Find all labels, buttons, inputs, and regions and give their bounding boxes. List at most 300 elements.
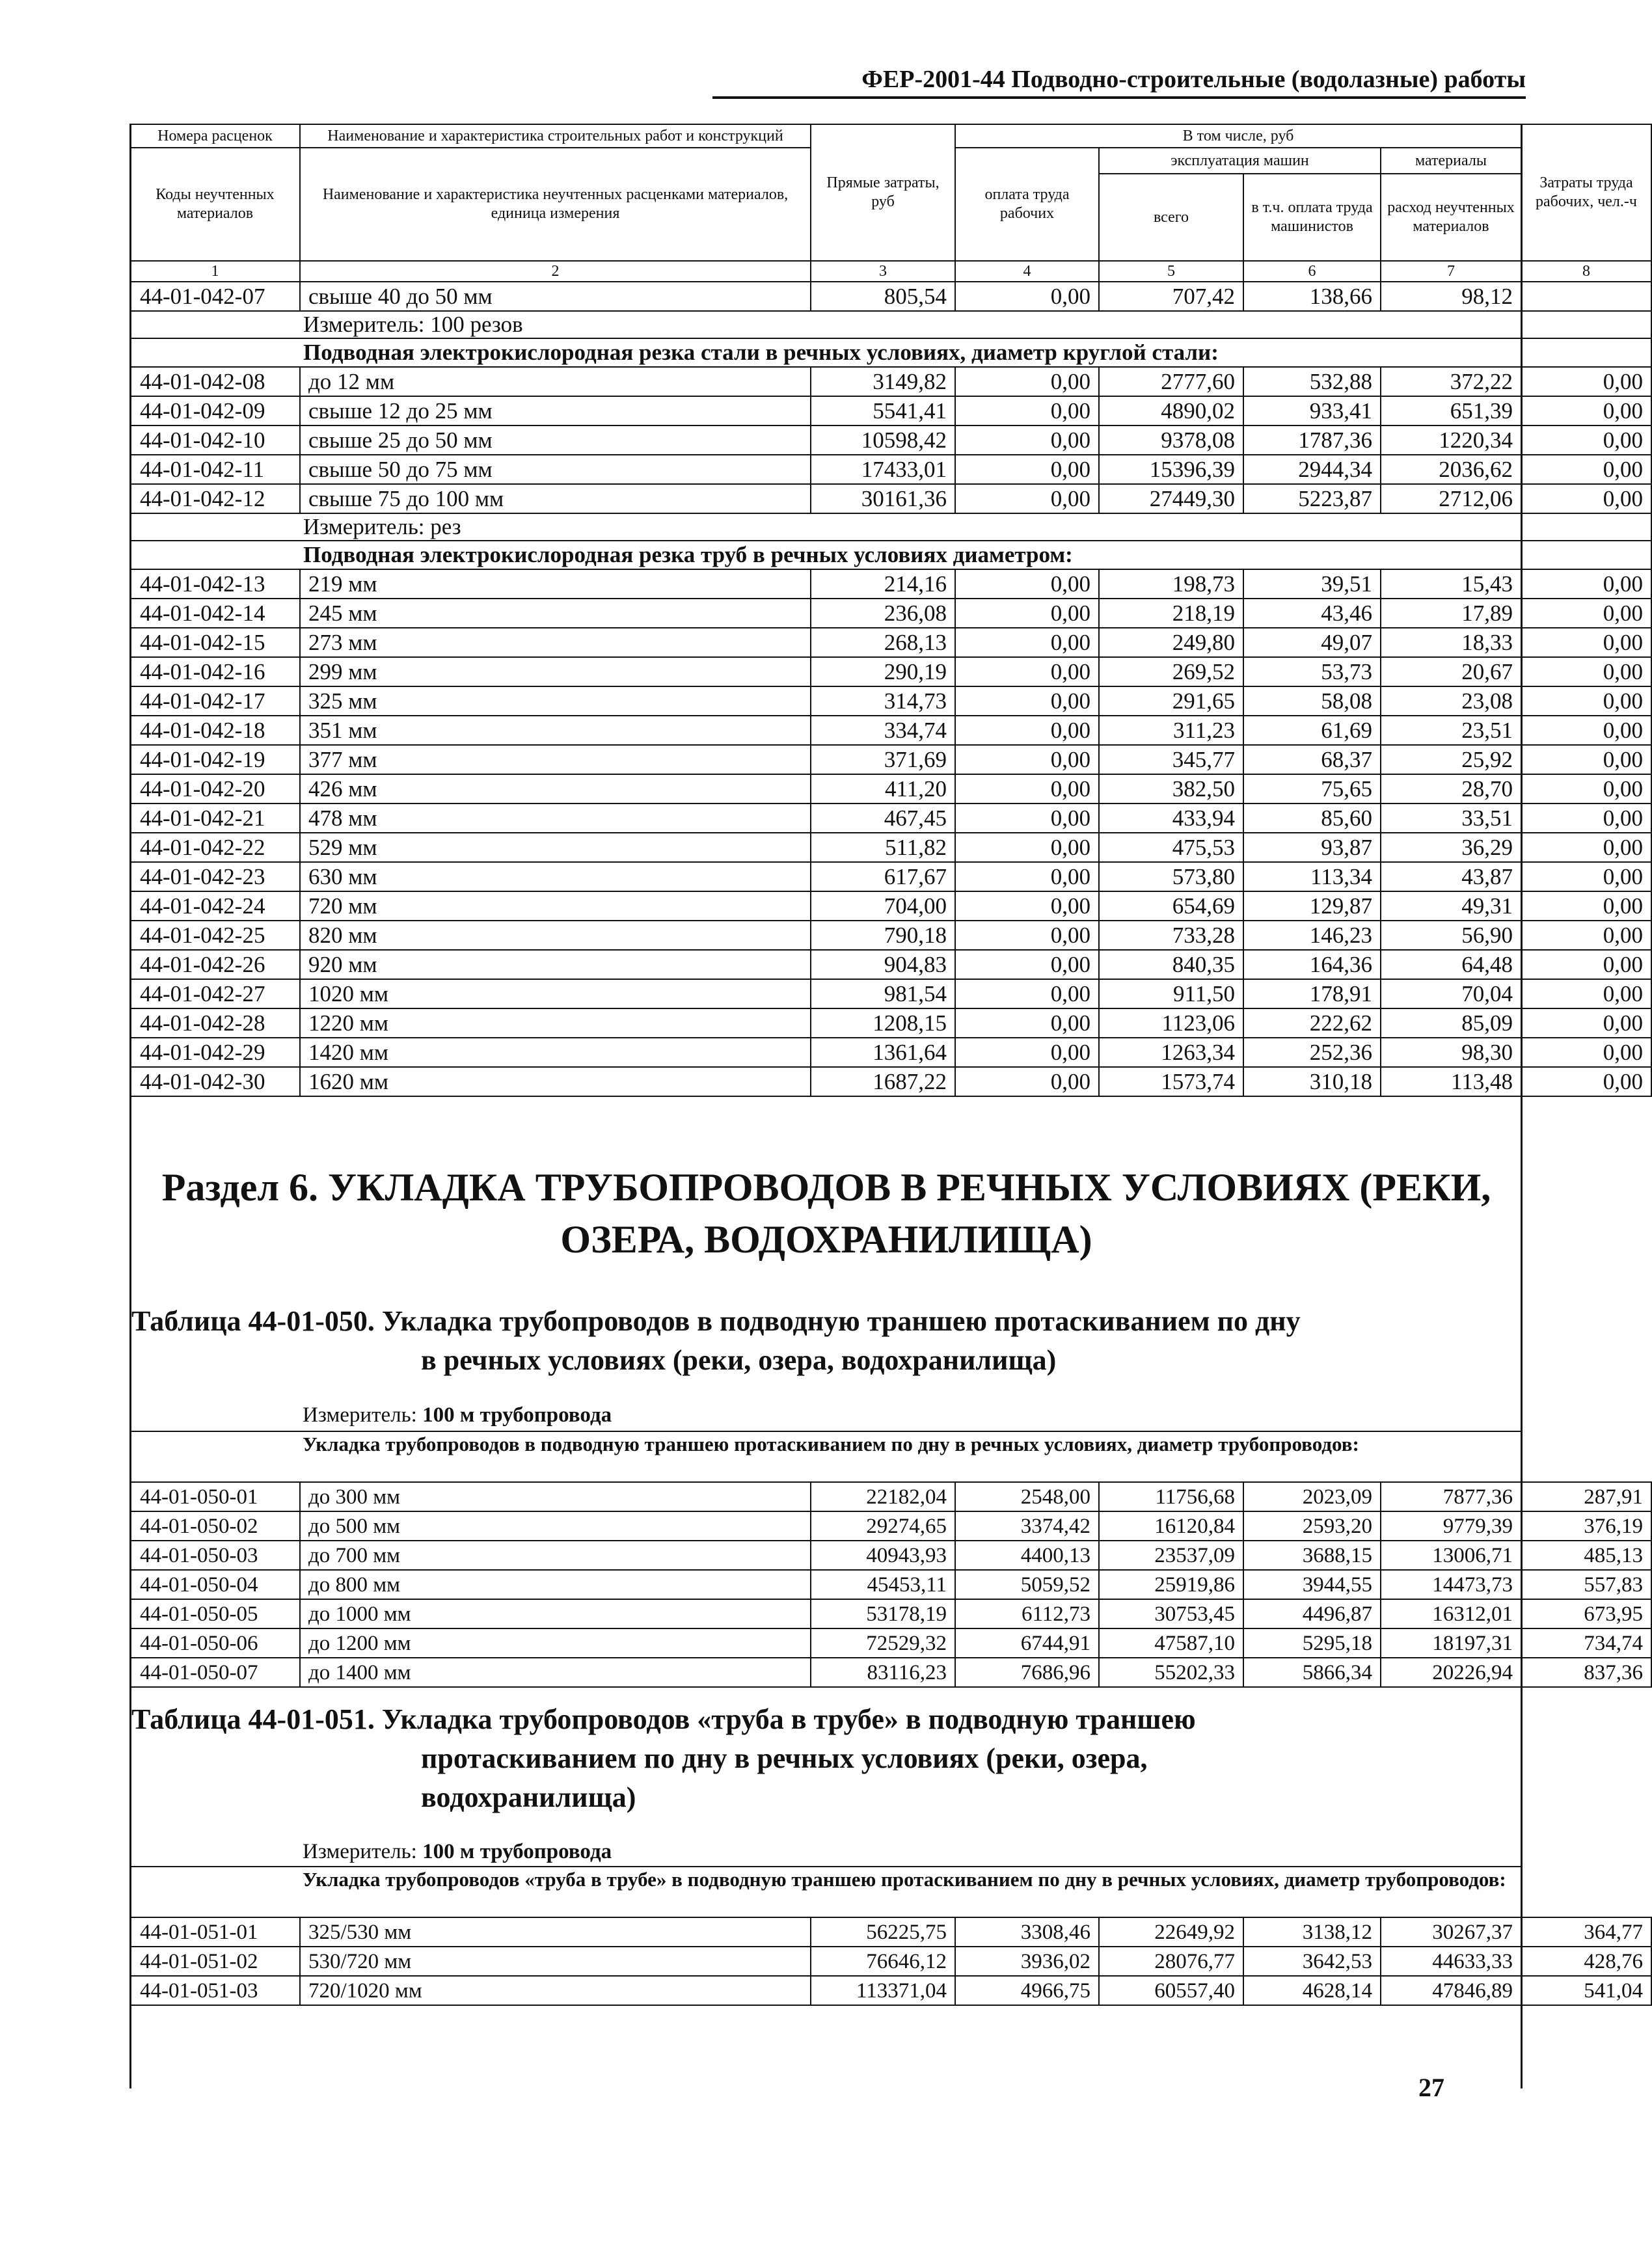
table-row	[130, 950, 1651, 979]
direct-cost: 3149,82	[811, 367, 955, 396]
direct-cost: 314,73	[811, 686, 955, 716]
rate-code: 44-01-051-01	[130, 1917, 300, 1947]
direct-cost: 76646,12	[811, 1947, 955, 1976]
materials: 2036,62	[1381, 455, 1521, 484]
table51-title-lead: Таблица 44-01-051. Укладка трубопроводов «труба в трубе» в подводную траншею	[131, 1703, 1196, 1735]
table-row	[130, 1628, 1651, 1658]
direct-cost: 53178,19	[811, 1599, 955, 1628]
labor-hours: 0,00	[1521, 367, 1651, 396]
labor-hours: 0,00	[1521, 862, 1651, 891]
materials: 2712,06	[1381, 484, 1521, 513]
rate-name: 325/530 мм	[300, 1917, 811, 1947]
materials: 64,48	[1381, 950, 1521, 979]
table51-title-cont2: водохранилища)	[421, 1781, 636, 1813]
materials: 33,51	[1381, 804, 1521, 833]
rate-name: до 800 мм	[300, 1570, 811, 1599]
labor-hours: 364,77	[1521, 1917, 1651, 1947]
table-row	[130, 1008, 1651, 1038]
rate-name: до 1000 мм	[300, 1599, 811, 1628]
materials: 1220,34	[1381, 425, 1521, 455]
labor-hours: 0,00	[1521, 628, 1651, 657]
materials: 14473,73	[1381, 1570, 1521, 1599]
materials: 16312,01	[1381, 1599, 1521, 1628]
materials: 23,51	[1381, 716, 1521, 745]
measure-text: Измеритель: 100 резов	[130, 311, 1651, 338]
materials: 70,04	[1381, 979, 1521, 1008]
table50-title-lead: Таблица 44-01-050. Укладка трубопроводов в подводную траншею протаскиванием по дну	[131, 1305, 1301, 1337]
table-row	[130, 628, 1651, 657]
machines-total: 269,52	[1099, 657, 1243, 686]
machines-labor: 2593,20	[1243, 1511, 1381, 1541]
labor-hours: 0,00	[1521, 979, 1651, 1008]
table-row	[130, 804, 1651, 833]
machines-labor: 933,41	[1243, 396, 1381, 425]
table50-body	[130, 1482, 1651, 1687]
machines-labor: 129,87	[1243, 891, 1381, 921]
labor-hours: 0,00	[1521, 455, 1651, 484]
table-row	[130, 599, 1651, 628]
labor-pay: 0,00	[955, 921, 1099, 950]
machines-labor: 2944,34	[1243, 455, 1381, 484]
table-row	[130, 425, 1651, 455]
labor-pay: 0,00	[955, 367, 1099, 396]
table51-measure	[303, 1839, 612, 1865]
rate-name: 478 мм	[300, 804, 811, 833]
table51-subtitle	[129, 1866, 1521, 1892]
machines-labor: 146,23	[1243, 921, 1381, 950]
measure-row	[130, 311, 1651, 338]
labor-hours: 0,00	[1521, 804, 1651, 833]
machines-labor: 4628,14	[1243, 1976, 1381, 2005]
measure-text: Измеритель: рез	[130, 513, 1651, 541]
measure-label: Измеритель:	[303, 1840, 423, 1863]
machines-total: 249,80	[1099, 628, 1243, 657]
direct-cost: 904,83	[811, 950, 955, 979]
rate-name: свыше 75 до 100 мм	[300, 484, 811, 513]
machines-labor: 75,65	[1243, 774, 1381, 804]
table-row	[130, 1482, 1651, 1511]
machines-labor: 93,87	[1243, 833, 1381, 862]
index-cell: 1	[130, 261, 300, 282]
machines-total: 654,69	[1099, 891, 1243, 921]
rate-name: 1020 мм	[300, 979, 811, 1008]
labor-pay: 0,00	[955, 1038, 1099, 1067]
labor-pay: 0,00	[955, 282, 1099, 311]
direct-cost: 334,74	[811, 716, 955, 745]
direct-cost: 56225,75	[811, 1917, 955, 1947]
table-row	[130, 745, 1651, 774]
machines-labor: 113,34	[1243, 862, 1381, 891]
machines-labor: 138,66	[1243, 282, 1381, 311]
machines-labor: 5223,87	[1243, 484, 1381, 513]
col-name-bottom: Наименование и характеристика неучтенных расценками материалов, единица измерения	[300, 148, 811, 261]
rates-table	[129, 124, 1652, 1097]
labor-pay: 0,00	[955, 569, 1099, 599]
measure-value: 100 м трубопровода	[422, 1840, 612, 1863]
labor-pay: 0,00	[955, 862, 1099, 891]
labor-pay: 0,00	[955, 599, 1099, 628]
machines-total: 55202,33	[1099, 1658, 1243, 1687]
rate-name: 820 мм	[300, 921, 811, 950]
materials: 15,43	[1381, 569, 1521, 599]
rate-code: 44-01-042-22	[130, 833, 300, 862]
machines-total: 9378,08	[1099, 425, 1243, 455]
table-row	[130, 716, 1651, 745]
direct-cost: 1687,22	[811, 1067, 955, 1096]
direct-cost: 214,16	[811, 569, 955, 599]
machines-total: 911,50	[1099, 979, 1243, 1008]
materials: 36,29	[1381, 833, 1521, 862]
machines-labor: 5295,18	[1243, 1628, 1381, 1658]
rate-code: 44-01-042-13	[130, 569, 300, 599]
direct-cost: 805,54	[811, 282, 955, 311]
machines-total: 27449,30	[1099, 484, 1243, 513]
machines-total: 218,19	[1099, 599, 1243, 628]
page-number: 27	[1418, 2073, 1444, 2102]
labor-pay: 0,00	[955, 657, 1099, 686]
machines-labor: 252,36	[1243, 1038, 1381, 1067]
table51	[129, 1917, 1652, 2006]
subtitle-text: Укладка трубопроводов в подводную траншею протаскиванием по дну в речных условиях, диаметр трубопроводов:	[303, 1433, 1359, 1455]
rate-code: 44-01-042-29	[130, 1038, 300, 1067]
table-row	[130, 979, 1651, 1008]
rate-code: 44-01-042-19	[130, 745, 300, 774]
machines-labor: 43,46	[1243, 599, 1381, 628]
rate-name: до 12 мм	[300, 367, 811, 396]
rate-code: 44-01-051-02	[130, 1947, 300, 1976]
direct-cost: 22182,04	[811, 1482, 955, 1511]
materials: 25,92	[1381, 745, 1521, 774]
rate-code: 44-01-050-04	[130, 1570, 300, 1599]
rate-name: до 1400 мм	[300, 1658, 811, 1687]
labor-hours: 0,00	[1521, 1038, 1651, 1067]
table-row	[130, 1541, 1651, 1570]
direct-cost: 1361,64	[811, 1038, 955, 1067]
index-cell: 7	[1381, 261, 1521, 282]
materials: 43,87	[1381, 862, 1521, 891]
machines-labor: 1787,36	[1243, 425, 1381, 455]
labor-hours: 485,13	[1521, 1541, 1651, 1570]
materials: 44633,33	[1381, 1947, 1521, 1976]
group-title: Подводная электрокислородная резка стали в речных условиях, диаметр круглой стали:	[130, 338, 1651, 367]
labor-pay: 0,00	[955, 979, 1099, 1008]
rate-name: свыше 40 до 50 мм	[300, 282, 811, 311]
group-title: Подводная электрокислородная резка труб в речных условиях диаметром:	[130, 541, 1651, 569]
direct-cost: 83116,23	[811, 1658, 955, 1687]
machines-labor: 58,08	[1243, 686, 1381, 716]
rate-name: до 500 мм	[300, 1511, 811, 1541]
labor-hours	[1521, 282, 1651, 311]
group-title-row	[130, 338, 1651, 367]
table-row	[130, 774, 1651, 804]
labor-pay: 0,00	[955, 745, 1099, 774]
rate-code: 44-01-050-03	[130, 1541, 300, 1570]
labor-hours: 428,76	[1521, 1947, 1651, 1976]
materials: 7877,36	[1381, 1482, 1521, 1511]
rate-name: свыше 12 до 25 мм	[300, 396, 811, 425]
labor-hours: 837,36	[1521, 1658, 1651, 1687]
col-materials-consumption: расход неучтенных материалов	[1381, 174, 1521, 261]
col-materials: материалы	[1381, 148, 1521, 174]
labor-hours: 0,00	[1521, 569, 1651, 599]
materials: 18197,31	[1381, 1628, 1521, 1658]
machines-total: 4890,02	[1099, 396, 1243, 425]
materials: 13006,71	[1381, 1541, 1521, 1570]
direct-cost: 371,69	[811, 745, 955, 774]
table-row	[130, 833, 1651, 862]
direct-cost: 17433,01	[811, 455, 955, 484]
rate-code: 44-01-042-14	[130, 599, 300, 628]
direct-cost: 113371,04	[811, 1976, 955, 2005]
measure-value: 100 м трубопровода	[422, 1403, 612, 1427]
direct-cost: 30161,36	[811, 484, 955, 513]
labor-hours: 0,00	[1521, 745, 1651, 774]
direct-cost: 411,20	[811, 774, 955, 804]
materials: 372,22	[1381, 367, 1521, 396]
machines-labor: 532,88	[1243, 367, 1381, 396]
labor-pay: 3308,46	[955, 1917, 1099, 1947]
machines-labor: 164,36	[1243, 950, 1381, 979]
rate-name: 1620 мм	[300, 1067, 811, 1096]
rate-name: 219 мм	[300, 569, 811, 599]
labor-pay: 6744,91	[955, 1628, 1099, 1658]
rate-name: 325 мм	[300, 686, 811, 716]
machines-total: 60557,40	[1099, 1976, 1243, 2005]
materials: 17,89	[1381, 599, 1521, 628]
table-row	[130, 396, 1651, 425]
materials: 98,30	[1381, 1038, 1521, 1067]
index-cell: 4	[955, 261, 1099, 282]
labor-pay: 3936,02	[955, 1947, 1099, 1976]
col-machines: эксплуатация машин	[1099, 148, 1381, 174]
direct-cost: 790,18	[811, 921, 955, 950]
direct-cost: 511,82	[811, 833, 955, 862]
materials: 20,67	[1381, 657, 1521, 686]
labor-pay: 0,00	[955, 716, 1099, 745]
machines-total: 707,42	[1099, 282, 1243, 311]
direct-cost: 72529,32	[811, 1628, 955, 1658]
labor-pay: 0,00	[955, 484, 1099, 513]
labor-hours: 0,00	[1521, 921, 1651, 950]
rate-name: 1420 мм	[300, 1038, 811, 1067]
machines-labor: 68,37	[1243, 745, 1381, 774]
materials: 113,48	[1381, 1067, 1521, 1096]
rate-code: 44-01-042-12	[130, 484, 300, 513]
rate-code: 44-01-051-03	[130, 1976, 300, 2005]
machines-total: 733,28	[1099, 921, 1243, 950]
materials: 49,31	[1381, 891, 1521, 921]
measure-label: Измеритель:	[303, 1403, 423, 1427]
machines-total: 2777,60	[1099, 367, 1243, 396]
col-direct-costs: Прямые затраты, руб	[811, 124, 955, 261]
materials: 98,12	[1381, 282, 1521, 311]
labor-pay: 0,00	[955, 833, 1099, 862]
rate-name: до 1200 мм	[300, 1628, 811, 1658]
rate-code: 44-01-050-02	[130, 1511, 300, 1541]
materials: 56,90	[1381, 921, 1521, 950]
machines-labor: 61,69	[1243, 716, 1381, 745]
table-row	[130, 282, 1651, 311]
rate-code: 44-01-042-24	[130, 891, 300, 921]
machines-labor: 3688,15	[1243, 1541, 1381, 1570]
table-row	[130, 1038, 1651, 1067]
machines-total: 198,73	[1099, 569, 1243, 599]
labor-hours: 0,00	[1521, 716, 1651, 745]
labor-pay: 2548,00	[955, 1482, 1099, 1511]
machines-total: 433,94	[1099, 804, 1243, 833]
direct-cost: 1208,15	[811, 1008, 955, 1038]
labor-pay: 0,00	[955, 950, 1099, 979]
machines-total: 1263,34	[1099, 1038, 1243, 1067]
rate-code: 44-01-042-21	[130, 804, 300, 833]
machines-labor: 4496,87	[1243, 1599, 1381, 1628]
section-title: Раздел 6. УКЛАДКА ТРУБОПРОВОДОВ В РЕЧНЫХ УСЛОВИЯХ (РЕКИ, ОЗЕРА, ВОДОХРАНИЛИЩА)	[161, 1166, 1491, 1261]
labor-pay: 0,00	[955, 804, 1099, 833]
machines-total: 311,23	[1099, 716, 1243, 745]
labor-pay: 0,00	[955, 686, 1099, 716]
labor-hours: 0,00	[1521, 425, 1651, 455]
table-row	[130, 367, 1651, 396]
direct-cost: 981,54	[811, 979, 955, 1008]
machines-total: 11756,68	[1099, 1482, 1243, 1511]
table50	[129, 1481, 1652, 1688]
materials: 9779,39	[1381, 1511, 1521, 1541]
labor-hours: 0,00	[1521, 950, 1651, 979]
labor-hours: 0,00	[1521, 1067, 1651, 1096]
machines-total: 573,80	[1099, 862, 1243, 891]
col-machines-labor: в т.ч. оплата труда машинистов	[1243, 174, 1381, 261]
machines-total: 23537,09	[1099, 1541, 1243, 1570]
index-cell: 6	[1243, 261, 1381, 282]
rate-code: 44-01-042-08	[130, 367, 300, 396]
col-including: В том числе, руб	[955, 124, 1521, 148]
rate-code: 44-01-042-30	[130, 1067, 300, 1096]
rate-code: 44-01-042-25	[130, 921, 300, 950]
table-row	[130, 1570, 1651, 1599]
machines-labor: 178,91	[1243, 979, 1381, 1008]
direct-cost: 236,08	[811, 599, 955, 628]
machines-total: 840,35	[1099, 950, 1243, 979]
direct-cost: 290,19	[811, 657, 955, 686]
machines-total: 1123,06	[1099, 1008, 1243, 1038]
rate-code: 44-01-042-09	[130, 396, 300, 425]
labor-pay: 4966,75	[955, 1976, 1099, 2005]
rate-code: 44-01-042-07	[130, 282, 300, 311]
direct-cost: 29274,65	[811, 1511, 955, 1541]
direct-cost: 467,45	[811, 804, 955, 833]
rate-code: 44-01-050-01	[130, 1482, 300, 1511]
labor-pay: 0,00	[955, 891, 1099, 921]
rate-code: 44-01-042-17	[130, 686, 300, 716]
table51-title	[131, 1700, 1521, 1817]
rate-name: 920 мм	[300, 950, 811, 979]
rate-code: 44-01-042-16	[130, 657, 300, 686]
table50-subtitle	[129, 1431, 1521, 1457]
machines-labor: 85,60	[1243, 804, 1381, 833]
rate-code: 44-01-050-07	[130, 1658, 300, 1687]
machines-labor: 3138,12	[1243, 1917, 1381, 1947]
table-row	[130, 1067, 1651, 1096]
index-cell: 2	[300, 261, 811, 282]
table50-title-cont: в речных условиях (реки, озера, водохранилища)	[421, 1344, 1057, 1376]
machines-total: 47587,10	[1099, 1628, 1243, 1658]
table-row	[130, 1917, 1651, 1947]
labor-hours: 0,00	[1521, 686, 1651, 716]
labor-hours: 557,83	[1521, 1570, 1651, 1599]
col-name-top: Наименование и характеристика строительных работ и конструкций	[300, 124, 811, 148]
rate-code: 44-01-042-10	[130, 425, 300, 455]
machines-total: 30753,45	[1099, 1599, 1243, 1628]
labor-hours: 0,00	[1521, 1008, 1651, 1038]
direct-cost: 617,67	[811, 862, 955, 891]
rate-code: 44-01-042-20	[130, 774, 300, 804]
table-row	[130, 569, 1651, 599]
col-machines-total: всего	[1099, 174, 1243, 261]
table50-title	[131, 1302, 1521, 1380]
machines-total: 28076,77	[1099, 1947, 1243, 1976]
machines-labor: 2023,09	[1243, 1482, 1381, 1511]
rate-code: 44-01-050-05	[130, 1599, 300, 1628]
labor-pay: 0,00	[955, 1008, 1099, 1038]
labor-hours: 541,04	[1521, 1976, 1651, 2005]
direct-cost: 45453,11	[811, 1570, 955, 1599]
table-row	[130, 1599, 1651, 1628]
machines-labor: 5866,34	[1243, 1658, 1381, 1687]
document-header: ФЕР-2001-44 Подводно-строительные (водолазные) работы	[712, 62, 1526, 99]
subtitle-text: Укладка трубопроводов «труба в трубе» в подводную траншею протаскиванием по дну в речных условиях, диаметр трубопроводов:	[303, 1868, 1506, 1891]
rate-name: до 700 мм	[300, 1541, 811, 1570]
machines-labor: 222,62	[1243, 1008, 1381, 1038]
machines-total: 1573,74	[1099, 1067, 1243, 1096]
rate-code: 44-01-050-06	[130, 1628, 300, 1658]
labor-hours: 287,91	[1521, 1482, 1651, 1511]
labor-pay: 0,00	[955, 628, 1099, 657]
machines-total: 25919,86	[1099, 1570, 1243, 1599]
table-row	[130, 862, 1651, 891]
column-index-row	[130, 261, 1651, 282]
materials: 20226,94	[1381, 1658, 1521, 1687]
rate-name: до 300 мм	[300, 1482, 811, 1511]
table-row	[130, 686, 1651, 716]
labor-pay: 0,00	[955, 425, 1099, 455]
machines-total: 291,65	[1099, 686, 1243, 716]
rate-name: свыше 50 до 75 мм	[300, 455, 811, 484]
direct-cost: 704,00	[811, 891, 955, 921]
table-row	[130, 657, 1651, 686]
machines-total: 15396,39	[1099, 455, 1243, 484]
labor-pay: 3374,42	[955, 1511, 1099, 1541]
rate-name: 720 мм	[300, 891, 811, 921]
col-labor-hours: Затраты труда рабочих, чел.-ч	[1521, 124, 1651, 261]
rate-code: 44-01-042-28	[130, 1008, 300, 1038]
rate-name: 426 мм	[300, 774, 811, 804]
labor-pay: 0,00	[955, 1067, 1099, 1096]
machines-labor: 310,18	[1243, 1067, 1381, 1096]
rate-name: 299 мм	[300, 657, 811, 686]
labor-hours: 0,00	[1521, 891, 1651, 921]
rate-name: 273 мм	[300, 628, 811, 657]
labor-pay: 0,00	[955, 455, 1099, 484]
rate-name: 351 мм	[300, 716, 811, 745]
table-row	[130, 1658, 1651, 1687]
rate-name: 529 мм	[300, 833, 811, 862]
col-codes-bottom: Коды неучтенных материалов	[130, 148, 300, 261]
machines-total: 22649,92	[1099, 1917, 1243, 1947]
col-codes-top: Номера расценок	[130, 124, 300, 148]
direct-cost: 268,13	[811, 628, 955, 657]
rate-name: свыше 25 до 50 мм	[300, 425, 811, 455]
table-row	[130, 921, 1651, 950]
